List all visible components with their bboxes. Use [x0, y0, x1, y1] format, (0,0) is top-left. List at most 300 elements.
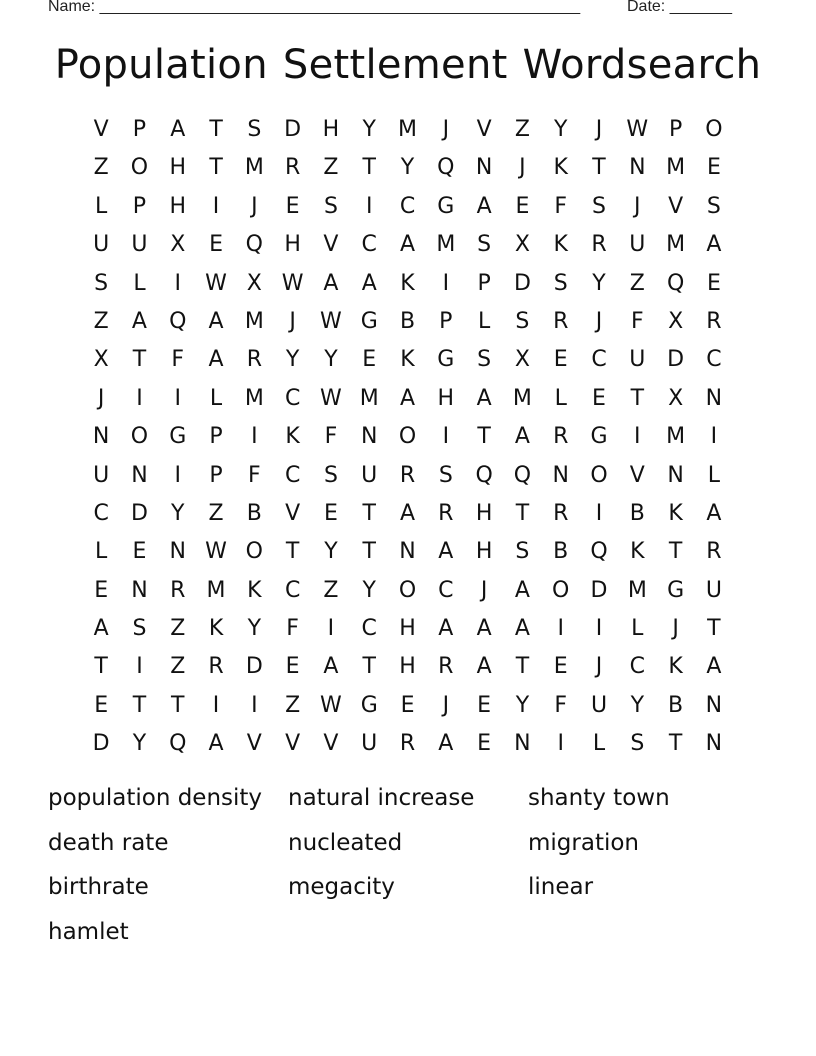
grid-cell: I: [251, 692, 258, 718]
grid-cell: I: [174, 270, 181, 296]
grid-cell: W: [320, 692, 342, 718]
grid-cell: M: [436, 232, 456, 258]
grid-row: [82, 457, 733, 495]
grid-cell: C: [438, 577, 454, 603]
grid-cell: M: [359, 385, 379, 411]
word-list-item: linear: [528, 874, 594, 901]
grid-cell: U: [705, 577, 722, 603]
grid-cell: L: [477, 308, 491, 334]
grid-cell: J: [251, 193, 258, 219]
grid-cell: T: [707, 616, 721, 642]
grid-cell: E: [323, 500, 338, 526]
grid-cell: U: [629, 232, 646, 258]
grid-cell: N: [705, 731, 723, 757]
grid-cell: P: [477, 270, 491, 296]
grid-cell: Q: [169, 731, 187, 757]
worksheet-header: [48, 0, 748, 20]
grid-row: [82, 111, 733, 149]
grid-cell: M: [666, 155, 686, 181]
grid-row: [82, 495, 733, 533]
grid-cell: I: [595, 500, 603, 526]
grid-row: [82, 725, 733, 763]
grid-row: [82, 418, 733, 456]
grid-cell: P: [668, 117, 683, 142]
grid-cell: D: [513, 270, 531, 296]
grid-cell: O: [398, 577, 417, 603]
grid-cell: K: [285, 424, 300, 450]
grid-cell: V: [93, 117, 109, 142]
grid-cell: E: [553, 347, 568, 373]
grid-cell: E: [553, 654, 568, 680]
grid-cell: X: [514, 347, 530, 373]
grid-cell: T: [171, 692, 185, 718]
grid-cell: Q: [513, 462, 532, 488]
grid-cell: A: [399, 500, 416, 526]
grid-cell: R: [284, 155, 301, 181]
grid-cell: L: [95, 193, 108, 219]
grid-cell: W: [205, 539, 227, 565]
grid-cell: U: [93, 232, 110, 258]
grid-cell: H: [437, 385, 455, 411]
grid-cell: L: [592, 731, 606, 757]
grid-cell: A: [438, 616, 454, 642]
grid-cell: Y: [362, 577, 376, 603]
grid-cell: R: [706, 539, 722, 565]
grid-cell: W: [281, 270, 304, 296]
grid-cell: K: [668, 500, 683, 526]
grid-cell: E: [706, 155, 721, 181]
grid-cell: Y: [324, 347, 338, 373]
grid-cell: K: [553, 232, 568, 258]
grid-cell: N: [360, 424, 378, 450]
grid-cell: C: [591, 347, 607, 373]
grid-cell: J: [595, 654, 603, 680]
grid-cell: A: [476, 385, 492, 411]
grid-cell: A: [399, 385, 416, 411]
grid-cell: A: [438, 539, 454, 565]
grid-cell: P: [132, 193, 147, 219]
grid-cell: F: [171, 347, 185, 373]
grid-cell: Z: [323, 577, 339, 603]
grid-cell: I: [442, 270, 450, 296]
grid-cell: K: [553, 155, 568, 181]
grid-cell: X: [246, 270, 262, 296]
word-list-item: population density: [48, 785, 263, 811]
grid-cell: E: [362, 347, 377, 373]
grid-cell: I: [442, 424, 450, 450]
grid-cell: E: [706, 270, 721, 296]
grid-cell: F: [554, 692, 568, 718]
grid-cell: U: [131, 232, 148, 258]
grid-cell: L: [209, 385, 223, 411]
grid-cell: H: [169, 155, 187, 181]
grid-row: [82, 610, 733, 648]
grid-cell: Z: [208, 500, 224, 526]
grid-cell: W: [626, 117, 649, 142]
grid-cell: L: [554, 385, 567, 411]
grid-cell: T: [362, 155, 376, 181]
grid-cell: G: [590, 424, 608, 450]
grid-cell: R: [438, 654, 454, 680]
grid-cell: Z: [170, 616, 186, 642]
grid-cell: X: [514, 232, 530, 258]
grid-cell: N: [629, 155, 646, 181]
grid-cell: V: [246, 731, 262, 757]
grid-cell: A: [438, 731, 454, 757]
grid-row: [82, 572, 733, 610]
grid-cell: Y: [171, 500, 185, 526]
grid-cell: A: [131, 308, 147, 334]
grid-cell: I: [212, 193, 220, 219]
grid-cell: I: [710, 424, 718, 450]
grid-cell: M: [666, 232, 686, 258]
grid-cell: D: [667, 347, 685, 373]
grid-cell: L: [133, 270, 146, 296]
grid-cell: C: [284, 385, 301, 411]
word-list-item: megacity: [288, 874, 395, 901]
grid-cell: E: [400, 692, 415, 718]
grid-cell: I: [327, 616, 335, 642]
grid-cell: W: [205, 270, 227, 296]
grid-cell: S: [477, 347, 492, 373]
grid-cell: V: [629, 462, 645, 488]
grid-cell: Z: [514, 117, 530, 142]
grid-cell: Q: [245, 232, 263, 258]
grid-cell: S: [323, 193, 338, 219]
grid-cell: D: [130, 500, 148, 526]
grid-cell: A: [514, 577, 530, 603]
grid-cell: T: [515, 654, 530, 680]
grid-cell: Y: [400, 155, 415, 181]
grid-cell: A: [208, 347, 224, 373]
grid-cell: R: [208, 654, 224, 680]
grid-cell: N: [705, 385, 723, 411]
grid-cell: X: [170, 232, 186, 258]
grid-cell: N: [667, 462, 684, 488]
grid-row: [82, 533, 733, 571]
grid-cell: Y: [132, 731, 147, 757]
grid-cell: E: [477, 692, 492, 718]
grid-cell: E: [132, 539, 147, 565]
grid-row: [82, 226, 733, 264]
grid-cell: T: [515, 500, 530, 526]
grid-cell: B: [553, 539, 569, 565]
grid-cell: G: [360, 308, 378, 334]
grid-cell: U: [361, 731, 378, 757]
grid-cell: S: [553, 270, 568, 296]
grid-cell: C: [399, 193, 416, 219]
word-list-item: death rate: [48, 829, 169, 856]
grid-cell: C: [361, 616, 377, 642]
grid-cell: R: [170, 577, 186, 603]
grid-cell: E: [209, 232, 223, 258]
grid-cell: U: [93, 462, 110, 488]
grid-cell: R: [246, 347, 262, 373]
grid-cell: N: [131, 462, 148, 488]
grid-cell: O: [552, 577, 570, 603]
grid-cell: K: [247, 577, 262, 603]
grid-cell: A: [514, 616, 530, 642]
grid-cell: K: [208, 616, 224, 642]
grid-cell: E: [515, 193, 530, 219]
grid-cell: O: [245, 539, 263, 565]
grid-cell: H: [322, 117, 340, 142]
grid-cell: B: [246, 500, 262, 526]
grid-cell: O: [398, 424, 417, 450]
grid-cell: V: [285, 731, 301, 757]
grid-cell: T: [362, 539, 376, 565]
grid-cell: G: [437, 193, 455, 219]
grid-cell: I: [251, 424, 258, 450]
grid-cell: T: [209, 117, 223, 142]
grid-cell: D: [92, 731, 110, 757]
grid-cell: H: [475, 539, 493, 565]
grid-cell: F: [248, 462, 261, 488]
grid-cell: T: [132, 692, 147, 718]
grid-cell: A: [208, 308, 224, 334]
grid-cell: H: [399, 654, 416, 680]
grid-cell: P: [132, 117, 147, 142]
grid-cell: N: [131, 577, 148, 603]
grid-cell: C: [361, 232, 377, 258]
grid-cell: V: [323, 731, 339, 757]
grid-cell: S: [132, 616, 147, 642]
grid-row: [82, 303, 733, 341]
grid-cell: J: [442, 117, 450, 142]
grid-cell: S: [515, 308, 530, 334]
grid-cell: A: [476, 616, 492, 642]
grid-cell: N: [552, 462, 569, 488]
grid-cell: X: [668, 308, 684, 334]
letter-grid: [82, 111, 733, 764]
grid-cell: H: [284, 232, 301, 258]
grid-cell: Q: [169, 308, 187, 334]
grid-cell: S: [438, 462, 453, 488]
grid-cell: R: [591, 232, 607, 258]
grid-cell: V: [323, 232, 339, 258]
grid-cell: M: [512, 385, 532, 411]
grid-cell: D: [245, 654, 263, 680]
grid-cell: J: [519, 155, 526, 181]
grid-cell: A: [476, 654, 492, 680]
grid-cell: T: [94, 654, 108, 680]
grid-cell: J: [672, 616, 679, 642]
grid-cell: A: [208, 731, 224, 757]
grid-cell: A: [514, 424, 530, 450]
grid-cell: D: [284, 117, 302, 142]
grid-row: [82, 149, 733, 187]
grid-cell: R: [553, 500, 569, 526]
grid-cell: A: [476, 193, 492, 219]
grid-cell: J: [634, 193, 641, 219]
grid-cell: F: [630, 308, 644, 334]
grid-cell: C: [284, 462, 301, 488]
grid-cell: L: [707, 462, 721, 488]
grid-cell: B: [668, 692, 684, 718]
grid-cell: Z: [93, 155, 109, 181]
grid-cell: K: [668, 654, 683, 680]
grid-row: [82, 341, 733, 379]
grid-cell: S: [477, 232, 492, 258]
grid-row: [82, 265, 733, 303]
grid-cell: A: [706, 500, 722, 526]
name-field-label: Name: ______________________________________________________: [48, 0, 581, 15]
word-list-item: birthrate: [48, 874, 149, 901]
grid-cell: K: [630, 539, 645, 565]
grid-row: [82, 687, 733, 725]
grid-cell: H: [475, 500, 493, 526]
grid-cell: M: [627, 577, 647, 603]
grid-cell: E: [94, 577, 109, 603]
grid-cell: I: [174, 462, 181, 488]
grid-cell: V: [285, 500, 301, 526]
grid-cell: N: [475, 155, 493, 181]
grid-cell: K: [400, 347, 415, 373]
grid-cell: M: [666, 424, 686, 450]
grid-cell: O: [130, 424, 149, 450]
grid-cell: D: [590, 577, 608, 603]
grid-cell: Z: [285, 692, 301, 718]
grid-cell: X: [668, 385, 684, 411]
grid-cell: K: [400, 270, 415, 296]
grid-cell: M: [244, 385, 264, 411]
grid-cell: N: [399, 539, 416, 565]
word-list-item: shanty town: [528, 785, 670, 811]
grid-cell: E: [285, 193, 300, 219]
word-list: [48, 776, 768, 955]
grid-cell: T: [592, 155, 606, 181]
grid-cell: U: [361, 462, 378, 488]
grid-cell: J: [480, 577, 488, 603]
grid-row: [82, 380, 733, 418]
grid-cell: S: [630, 731, 645, 757]
grid-cell: T: [285, 539, 300, 565]
grid-cell: J: [289, 308, 296, 334]
grid-row: [82, 188, 733, 226]
grid-cell: B: [629, 500, 645, 526]
grid-cell: Y: [515, 692, 530, 718]
grid-cell: I: [136, 654, 143, 680]
grid-cell: H: [169, 193, 187, 219]
grid-cell: F: [554, 193, 568, 219]
grid-cell: S: [94, 270, 109, 296]
grid-cell: E: [477, 731, 492, 757]
grid-cell: J: [442, 692, 450, 718]
grid-cell: X: [93, 347, 109, 373]
grid-cell: F: [324, 424, 338, 450]
grid-cell: S: [592, 193, 606, 219]
word-list-item: hamlet: [48, 919, 129, 946]
grid-cell: E: [94, 692, 109, 718]
page-title: Population Settlement Wordsearch: [54, 42, 762, 88]
grid-cell: Y: [592, 270, 606, 296]
grid-cell: T: [477, 424, 491, 450]
grid-cell: I: [557, 616, 564, 642]
grid-cell: S: [706, 193, 721, 219]
grid-cell: W: [320, 385, 342, 411]
grid-row: [82, 648, 733, 686]
grid-cell: C: [706, 347, 722, 373]
grid-cell: Z: [170, 654, 186, 680]
grid-cell: V: [668, 193, 684, 219]
grid-cell: I: [174, 385, 181, 411]
grid-cell: L: [631, 616, 644, 642]
grid-cell: N: [705, 692, 723, 718]
grid-cell: Z: [629, 270, 645, 296]
grid-cell: J: [97, 385, 105, 411]
grid-cell: R: [438, 500, 454, 526]
grid-cell: E: [285, 654, 300, 680]
grid-cell: Q: [437, 155, 455, 181]
date-field-label: Date: _______: [627, 0, 732, 15]
grid-cell: M: [206, 577, 226, 603]
grid-cell: R: [399, 462, 416, 488]
grid-cell: A: [706, 654, 722, 680]
grid-cell: T: [668, 731, 683, 757]
grid-cell: N: [169, 539, 186, 565]
grid-cell: T: [362, 500, 376, 526]
grid-cell: F: [286, 616, 299, 642]
grid-cell: A: [170, 117, 186, 142]
grid-cell: R: [553, 424, 569, 450]
grid-cell: G: [437, 347, 455, 373]
grid-cell: C: [284, 577, 301, 603]
grid-cell: B: [399, 308, 416, 334]
word-list-item: nucleated: [288, 829, 403, 856]
grid-cell: Y: [285, 347, 300, 373]
grid-cell: I: [557, 731, 564, 757]
grid-cell: O: [590, 462, 608, 488]
grid-cell: A: [323, 270, 339, 296]
grid-cell: A: [93, 616, 109, 642]
grid-cell: Z: [323, 155, 339, 181]
grid-cell: C: [629, 654, 645, 680]
grid-cell: P: [209, 424, 223, 450]
grid-cell: G: [360, 692, 378, 718]
grid-cell: M: [244, 155, 264, 181]
grid-cell: J: [595, 308, 603, 334]
grid-cell: Z: [93, 308, 109, 334]
grid-cell: R: [399, 731, 416, 757]
grid-cell: Q: [590, 539, 608, 565]
grid-cell: P: [209, 462, 223, 488]
grid-cell: S: [323, 462, 338, 488]
grid-cell: Y: [324, 539, 338, 565]
grid-cell: U: [590, 692, 608, 718]
grid-cell: A: [323, 654, 339, 680]
grid-cell: Y: [362, 117, 376, 142]
grid-cell: O: [705, 117, 723, 142]
grid-cell: N: [514, 731, 531, 757]
grid-cell: J: [595, 117, 603, 142]
grid-cell: N: [92, 424, 110, 450]
grid-cell: Q: [666, 270, 685, 296]
grid-cell: E: [592, 385, 606, 411]
grid-cell: Y: [630, 692, 645, 718]
grid-cell: Y: [247, 616, 262, 642]
grid-cell: L: [95, 539, 108, 565]
grid-cell: T: [630, 385, 645, 411]
grid-cell: I: [365, 193, 373, 219]
grid-cell: I: [595, 616, 603, 642]
grid-cell: G: [169, 424, 187, 450]
grid-cell: S: [515, 539, 530, 565]
grid-cell: T: [209, 155, 223, 181]
grid-cell: I: [136, 385, 143, 411]
grid-cell: P: [439, 308, 453, 334]
grid-cell: I: [212, 692, 220, 718]
word-list-item: migration: [528, 829, 640, 856]
